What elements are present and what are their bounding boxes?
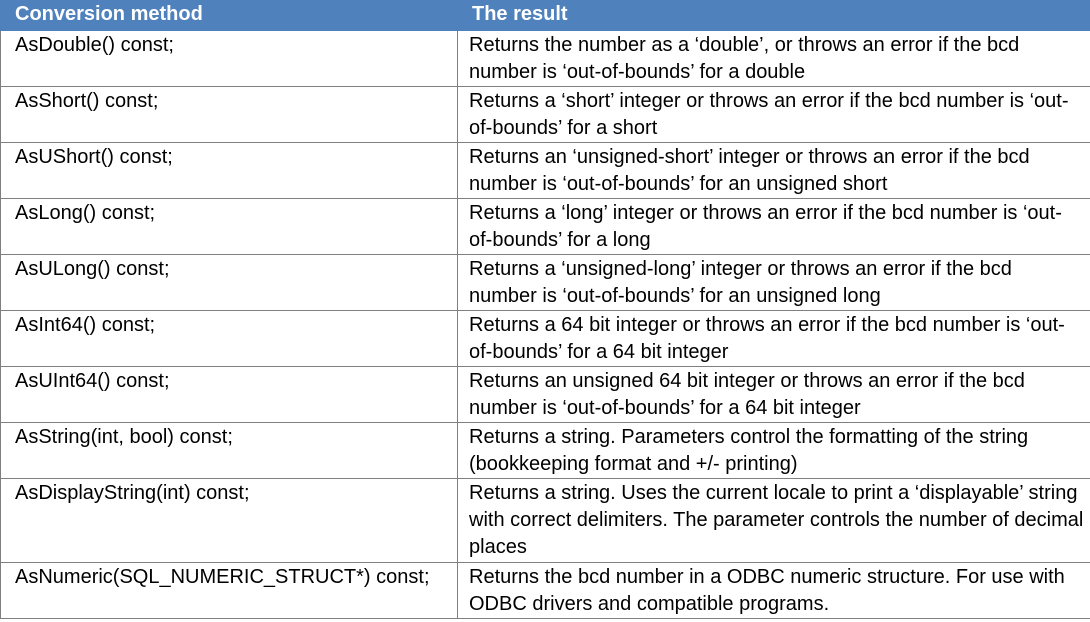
method-cell: AsDouble() const;: [1, 31, 458, 87]
method-cell: AsString(int, bool) const;: [1, 423, 458, 479]
method-cell: AsUShort() const;: [1, 143, 458, 199]
result-cell: Returns a string. Uses the current locale to print a ‘displayable’ string with correct delimiters. The parameter controls the number of decimal places: [458, 479, 1090, 563]
result-cell: Returns a ‘unsigned-long’ integer or throws an error if the bcd number is ‘out-of-bounds’ for an unsigned long: [458, 255, 1090, 311]
method-cell: AsDisplayString(int) const;: [1, 479, 458, 563]
table-row: [1, 255, 1090, 311]
table-row: [1, 311, 1090, 367]
table-row: [1, 31, 1090, 87]
method-cell: AsInt64() const;: [1, 311, 458, 367]
method-cell: AsNumeric(SQL_NUMERIC_STRUCT*) const;: [1, 563, 458, 619]
result-cell: Returns the bcd number in a ODBC numeric structure. For use with ODBC drivers and compatible programs.: [458, 563, 1090, 619]
method-cell: AsULong() const;: [1, 255, 458, 311]
header-conversion-method: Conversion method: [1, 1, 458, 31]
method-cell: AsShort() const;: [1, 87, 458, 143]
result-cell: Returns an ‘unsigned-short’ integer or throws an error if the bcd number is ‘out-of-bounds’ for an unsigned short: [458, 143, 1090, 199]
table-body: [1, 31, 1090, 619]
header-row: [1, 1, 1090, 31]
result-cell: Returns an unsigned 64 bit integer or throws an error if the bcd number is ‘out-of-bounds’ for a 64 bit integer: [458, 367, 1090, 423]
result-cell: Returns a ‘short’ integer or throws an error if the bcd number is ‘out-of-bounds’ for a short: [458, 87, 1090, 143]
result-cell: Returns the number as a ‘double’, or throws an error if the bcd number is ‘out-of-bounds’ for a double: [458, 31, 1090, 87]
result-cell: Returns a ‘long’ integer or throws an error if the bcd number is ‘out-of-bounds’ for a long: [458, 199, 1090, 255]
table-row: [1, 367, 1090, 423]
method-cell: AsLong() const;: [1, 199, 458, 255]
table-row: [1, 563, 1090, 619]
table-row: [1, 143, 1090, 199]
header-the-result: The result: [458, 1, 1090, 31]
result-cell: Returns a string. Parameters control the formatting of the string (bookkeeping format and +/- printing): [458, 423, 1090, 479]
result-cell: Returns a 64 bit integer or throws an error if the bcd number is ‘out-of-bounds’ for a 64 bit integer: [458, 311, 1090, 367]
table-row: [1, 87, 1090, 143]
table-row: [1, 479, 1090, 563]
table-header: [1, 1, 1090, 31]
table-row: [1, 423, 1090, 479]
method-cell: AsUInt64() const;: [1, 367, 458, 423]
table-row: [1, 199, 1090, 255]
